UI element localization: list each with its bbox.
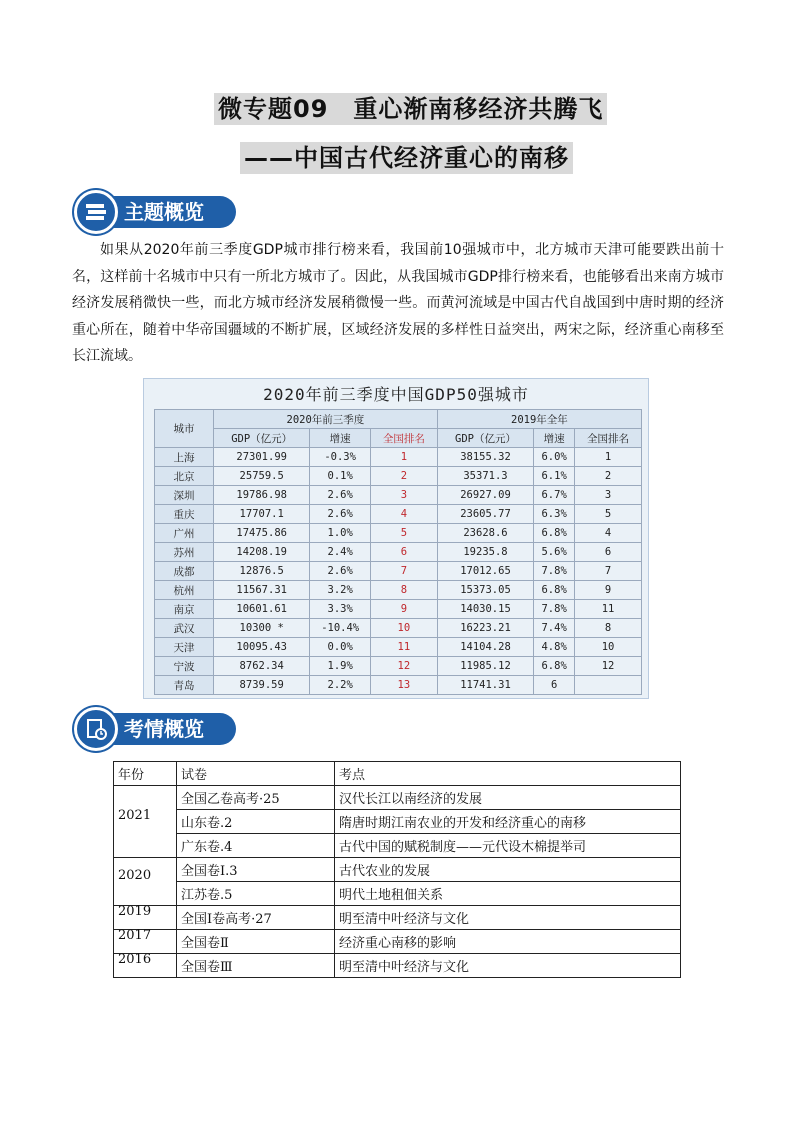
gdp-value-cell: 8762.34 [214, 657, 310, 676]
gdp-value-cell: 14104.28 [437, 638, 533, 657]
gdp-value-cell: 11 [370, 638, 437, 657]
gdp-value-cell: 8 [575, 619, 642, 638]
gdp-value-cell: 6.8% [534, 657, 575, 676]
exam-topic-cell: 经济重心南移的影响 [335, 930, 681, 954]
gdp-value-cell: 4 [575, 524, 642, 543]
exam-year-cell [114, 786, 177, 858]
exam-topic-cell: 古代中国的赋税制度——元代设木棉提举司 [335, 834, 681, 858]
exam-table-row [114, 882, 681, 906]
gdp-value-cell: 3 [575, 486, 642, 505]
exam-topic-cell: 古代农业的发展 [335, 858, 681, 882]
gdp-value-cell: -10.4% [310, 619, 371, 638]
gdp-value-cell: 4 [370, 505, 437, 524]
gdp-value-cell: 0.0% [310, 638, 371, 657]
gdp-value-cell: 12 [370, 657, 437, 676]
gdp-value-cell: 6 [370, 543, 437, 562]
exam-header-topic: 考点 [335, 762, 681, 786]
gdp-value-cell: 23628.6 [437, 524, 533, 543]
gdp-value-cell: 11741.31 [437, 676, 533, 695]
gdp-value-cell: 6.1% [534, 467, 575, 486]
gdp-value-cell: 1 [575, 448, 642, 467]
gdp-value-cell: 3.2% [310, 581, 371, 600]
gdp-value-cell: 10 [575, 638, 642, 657]
exam-header-paper: 试卷 [177, 762, 335, 786]
exam-overview-table [113, 761, 681, 978]
exam-paper-cell: 江苏卷.5 [177, 882, 335, 906]
gdp-value-cell: 11 [575, 600, 642, 619]
exam-year-cell [114, 954, 177, 978]
gdp-table-row [155, 638, 642, 657]
gdp-value-cell: 9 [370, 600, 437, 619]
gdp-table-row [155, 600, 642, 619]
exam-year-cell [114, 858, 177, 906]
gdp-value-cell: 9 [575, 581, 642, 600]
exam-topic-cell: 明至清中叶经济与文化 [335, 906, 681, 930]
gdp-value-cell: -0.3% [310, 448, 371, 467]
gdp-value-cell: 7 [370, 562, 437, 581]
gdp-city-cell: 上海 [155, 448, 214, 467]
gdp-value-cell: 27301.99 [214, 448, 310, 467]
books-icon [74, 190, 118, 234]
exam-topic-cell: 汉代长江以南经济的发展 [335, 786, 681, 810]
exam-year-cell [114, 930, 177, 954]
gdp-value-cell: 17012.65 [437, 562, 533, 581]
gdp-value-cell: 8739.59 [214, 676, 310, 695]
section-label-overview: 主题概览 [124, 200, 204, 224]
intro-paragraph: 如果从2020年前三季度GDP城市排行榜来看，我国前10强城市中，北方城市天津可能要跌出前十名，这样前十名城市中只有一所北方城市了。因此，从我国城市GDP排行榜来看，也能够看出来南方城市经济发展稍微快一些，而北方城市经济发展稍微慢一些。而黄河流域是中国古代自战国到中唐时期的经济重心所在，随着中华帝国疆域的不断扩展，区域经济发展的多样性日益突出，两宋之际，经济重心南移至长江流域。 [72, 242, 724, 364]
gdp-value-cell: 6 [534, 676, 575, 695]
gdp-value-cell: 35371.3 [437, 467, 533, 486]
exam-topic-cell: 明至清中叶经济与文化 [335, 954, 681, 978]
gdp-table-row [155, 562, 642, 581]
section-label-exam: 考情概览 [124, 717, 204, 741]
gdp-subheader: 增速 [534, 429, 575, 448]
gdp-value-cell: 5.6% [534, 543, 575, 562]
gdp-city-cell: 深圳 [155, 486, 214, 505]
exam-paper-cell: 全国卷Ⅰ.3 [177, 858, 335, 882]
gdp-city-cell: 南京 [155, 600, 214, 619]
gdp-table-row [155, 505, 642, 524]
gdp-table-row [155, 467, 642, 486]
page-title: 微专题09 重心渐南移经济共腾飞 [214, 93, 607, 125]
gdp-table-row [155, 657, 642, 676]
exam-paper-cell: 全国Ⅰ卷高考·27 [177, 906, 335, 930]
gdp-city-cell: 广州 [155, 524, 214, 543]
gdp-table-row [155, 581, 642, 600]
gdp-table-title: 2020年前三季度中国GDP50强城市 [263, 385, 529, 404]
gdp-value-cell: 2 [370, 467, 437, 486]
gdp-value-cell: 7.4% [534, 619, 575, 638]
gdp-subheader: GDP（亿元） [437, 429, 533, 448]
exam-table-row [114, 786, 681, 810]
gdp-table-row [155, 619, 642, 638]
gdp-value-cell: 19235.8 [437, 543, 533, 562]
gdp-city-cell: 北京 [155, 467, 214, 486]
gdp-col-city: 城市 [155, 410, 214, 448]
gdp-value-cell: 6.8% [534, 524, 575, 543]
gdp-value-cell: 5 [370, 524, 437, 543]
gdp-value-cell: 13 [370, 676, 437, 695]
gdp-value-cell: 6.7% [534, 486, 575, 505]
section-banner-overview [74, 190, 236, 234]
gdp-subheader: GDP（亿元） [214, 429, 310, 448]
gdp-value-cell: 2.4% [310, 543, 371, 562]
gdp-value-cell: 14208.19 [214, 543, 310, 562]
exam-paper-cell: 全国卷Ⅲ [177, 954, 335, 978]
clipboard-clock-icon [74, 707, 118, 751]
gdp-value-cell: 38155.32 [437, 448, 533, 467]
gdp-value-cell: 26927.09 [437, 486, 533, 505]
gdp-value-cell: 12 [575, 657, 642, 676]
gdp-value-cell: 8 [370, 581, 437, 600]
exam-paper-cell: 全国乙卷高考·25 [177, 786, 335, 810]
gdp-value-cell: 10601.61 [214, 600, 310, 619]
gdp-value-cell: 11567.31 [214, 581, 310, 600]
gdp-value-cell: 14030.15 [437, 600, 533, 619]
gdp-value-cell: 1.9% [310, 657, 371, 676]
gdp-table-row [155, 486, 642, 505]
gdp-value-cell: 17475.86 [214, 524, 310, 543]
gdp-value-cell: 1 [370, 448, 437, 467]
gdp-value-cell: 3 [370, 486, 437, 505]
gdp-subheader: 全国排名 [370, 429, 437, 448]
gdp-table-row [155, 448, 642, 467]
gdp-value-cell: 17707.1 [214, 505, 310, 524]
gdp-value-cell: 2.6% [310, 562, 371, 581]
exam-year-label: 2020 [118, 868, 152, 883]
gdp-value-cell: 15373.05 [437, 581, 533, 600]
gdp-group-2019: 2019年全年 [437, 410, 641, 429]
gdp-value-cell: 7.8% [534, 600, 575, 619]
gdp-city-cell: 杭州 [155, 581, 214, 600]
gdp-value-cell: 19786.98 [214, 486, 310, 505]
exam-topic-cell: 隋唐时期江南农业的开发和经济重心的南移 [335, 810, 681, 834]
gdp-value-cell: 1.0% [310, 524, 371, 543]
gdp-city-cell: 苏州 [155, 543, 214, 562]
gdp-value-cell: 6 [575, 543, 642, 562]
exam-paper-cell: 山东卷.2 [177, 810, 335, 834]
gdp-subheader: 全国排名 [575, 429, 642, 448]
exam-table-row [114, 858, 681, 882]
gdp-value-cell: 5 [575, 505, 642, 524]
exam-paper-cell: 广东卷.4 [177, 834, 335, 858]
gdp-value-cell: 2 [575, 467, 642, 486]
gdp-value-cell: 25759.5 [214, 467, 310, 486]
gdp-value-cell: 6.8% [534, 581, 575, 600]
gdp-table-row [155, 524, 642, 543]
section-banner-exam [74, 707, 236, 751]
gdp-value-cell: 23605.77 [437, 505, 533, 524]
gdp-value-cell: 7 [575, 562, 642, 581]
exam-header-year: 年份 [114, 762, 177, 786]
gdp-value-cell: 2.2% [310, 676, 371, 695]
gdp-value-cell: 0.1% [310, 467, 371, 486]
exam-table-row [114, 954, 681, 978]
gdp-city-cell: 重庆 [155, 505, 214, 524]
exam-topic-cell: 明代土地租佃关系 [335, 882, 681, 906]
gdp-value-cell: 10095.43 [214, 638, 310, 657]
exam-year-label: 2021 [118, 808, 152, 823]
gdp-value-cell: 6.3% [534, 505, 575, 524]
gdp-value-cell: 10300 * [214, 619, 310, 638]
gdp-city-cell: 宁波 [155, 657, 214, 676]
gdp-table-row [155, 676, 642, 695]
exam-table-row [114, 906, 681, 930]
gdp-value-cell: 2.6% [310, 505, 371, 524]
exam-year-label: 2016 [118, 952, 152, 967]
page-subtitle: ——中国古代经济重心的南移 [240, 142, 573, 174]
gdp-value-cell: 4.8% [534, 638, 575, 657]
gdp-city-cell: 武汉 [155, 619, 214, 638]
gdp-value-cell: 16223.21 [437, 619, 533, 638]
gdp-subheader: 增速 [310, 429, 371, 448]
gdp-city-cell: 成都 [155, 562, 214, 581]
gdp-value-cell: 12876.5 [214, 562, 310, 581]
gdp-value-cell: 7.8% [534, 562, 575, 581]
gdp-city-cell: 天津 [155, 638, 214, 657]
exam-year-label: 2017 [118, 928, 152, 943]
gdp-ranking-table-image [143, 378, 649, 699]
gdp-table [154, 409, 642, 695]
gdp-city-cell: 青岛 [155, 676, 214, 695]
gdp-value-cell: 3.3% [310, 600, 371, 619]
exam-year-cell [114, 906, 177, 930]
gdp-group-2020: 2020年前三季度 [214, 410, 438, 429]
gdp-value-cell: 10 [370, 619, 437, 638]
exam-year-label: 2019 [118, 904, 152, 919]
gdp-table-row [155, 543, 642, 562]
gdp-value-cell: 2.6% [310, 486, 371, 505]
exam-paper-cell: 全国卷Ⅱ [177, 930, 335, 954]
gdp-value-cell: 6.0% [534, 448, 575, 467]
exam-table-row [114, 810, 681, 834]
gdp-value-cell [575, 676, 642, 695]
gdp-value-cell: 11985.12 [437, 657, 533, 676]
exam-table-row [114, 834, 681, 858]
exam-table-row [114, 930, 681, 954]
